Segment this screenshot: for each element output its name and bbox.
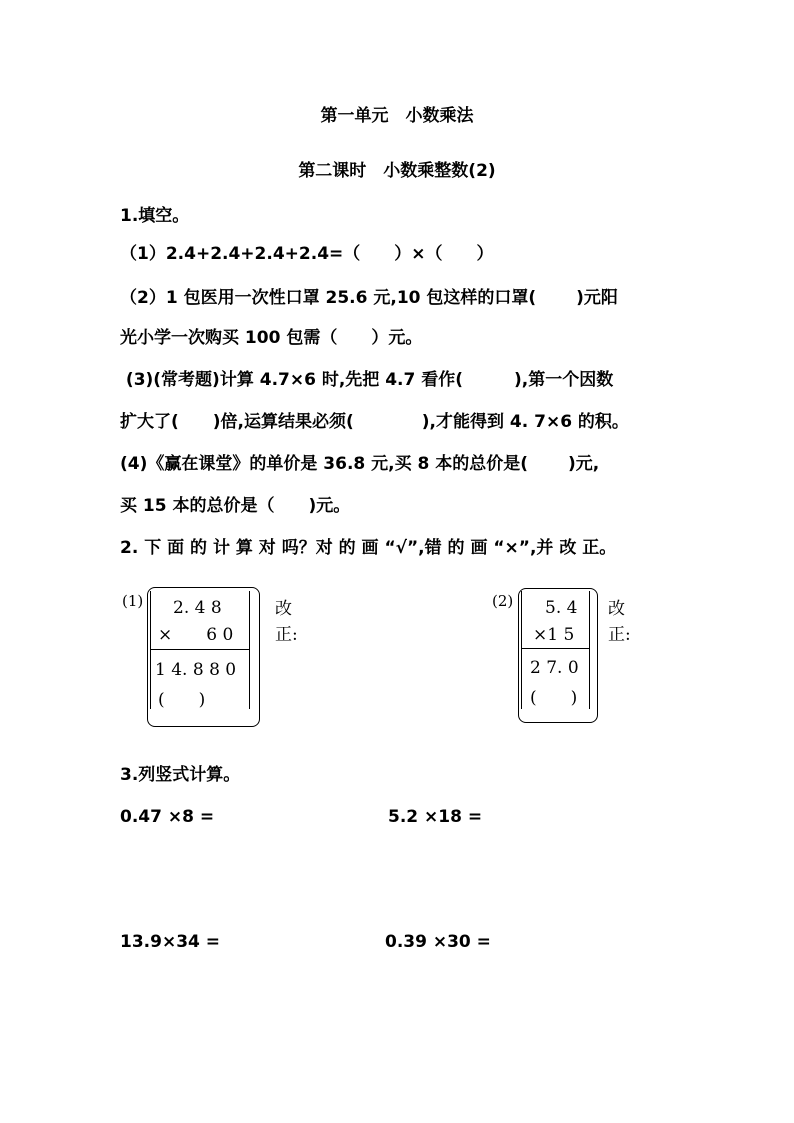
calc-2-row1: 5. 4	[545, 598, 578, 618]
calc-2-fix-1: 改	[608, 599, 625, 619]
calc-1-fix-2: 正:	[275, 625, 298, 645]
q1-line4a: (4)《赢在课堂》的单价是 36.8 元,买 8 本的总价是( )元,	[120, 454, 600, 474]
q2-heading: 2. 下 面 的 计 算 对 吗？对 的 画 “√”,错 的 画 “×”,并 改 正。	[120, 538, 617, 558]
q1-line4b: 买 15 本的总价是（ )元。	[120, 496, 351, 516]
q3-item-2: 5.2 ×18 =	[388, 807, 483, 827]
calc-1-answer-paren: ( )	[158, 690, 206, 710]
calc-1-row2: × 6 0	[158, 625, 234, 645]
calc-1-row3: 1 4. 8 8 0	[155, 660, 237, 680]
q3-item-4: 0.39 ×30 =	[385, 932, 491, 952]
q1-line2b: 光小学一次购买 100 包需（ ）元。	[120, 328, 423, 348]
calc-1-row1: 2. 4 8	[173, 598, 222, 618]
calc-2-label: (2)	[492, 592, 514, 610]
q3-heading: 3.列竖式计算。	[120, 765, 241, 785]
q3-item-3: 13.9×34 =	[120, 932, 221, 952]
calc-2-underline	[521, 648, 589, 649]
q1-line3b: 扩大了( )倍,运算结果必须( ),才能得到 4. 7×6 的积。	[120, 412, 629, 432]
q1-line3a: (3)(常考题)计算 4.7×6 时,先把 4.7 看作( ),第一个因数	[120, 370, 614, 390]
q1-line2a: （2）1 包医用一次性口罩 25.6 元,10 包这样的口罩( )元阳	[120, 288, 618, 308]
calc-1-fix-1: 改	[275, 599, 292, 619]
calc-2-row2: ×1 5	[533, 625, 575, 645]
page-title: 第一单元 小数乘法	[320, 106, 474, 126]
calc-2-answer-paren: ( )	[530, 688, 578, 708]
calc-1-label: (1)	[122, 592, 144, 610]
calc-2-fix-2: 正:	[608, 625, 631, 645]
q1-line1: （1）2.4+2.4+2.4+2.4=（ ）×（ ）	[120, 244, 494, 264]
q3-item-1: 0.47 ×8 =	[120, 807, 215, 827]
calc-2-row3: 2 7. 0	[530, 658, 579, 678]
page-subtitle: 第二课时 小数乘整数(2)	[298, 161, 496, 181]
calc-1-underline	[150, 649, 250, 650]
q1-heading: 1.填空。	[120, 206, 190, 226]
